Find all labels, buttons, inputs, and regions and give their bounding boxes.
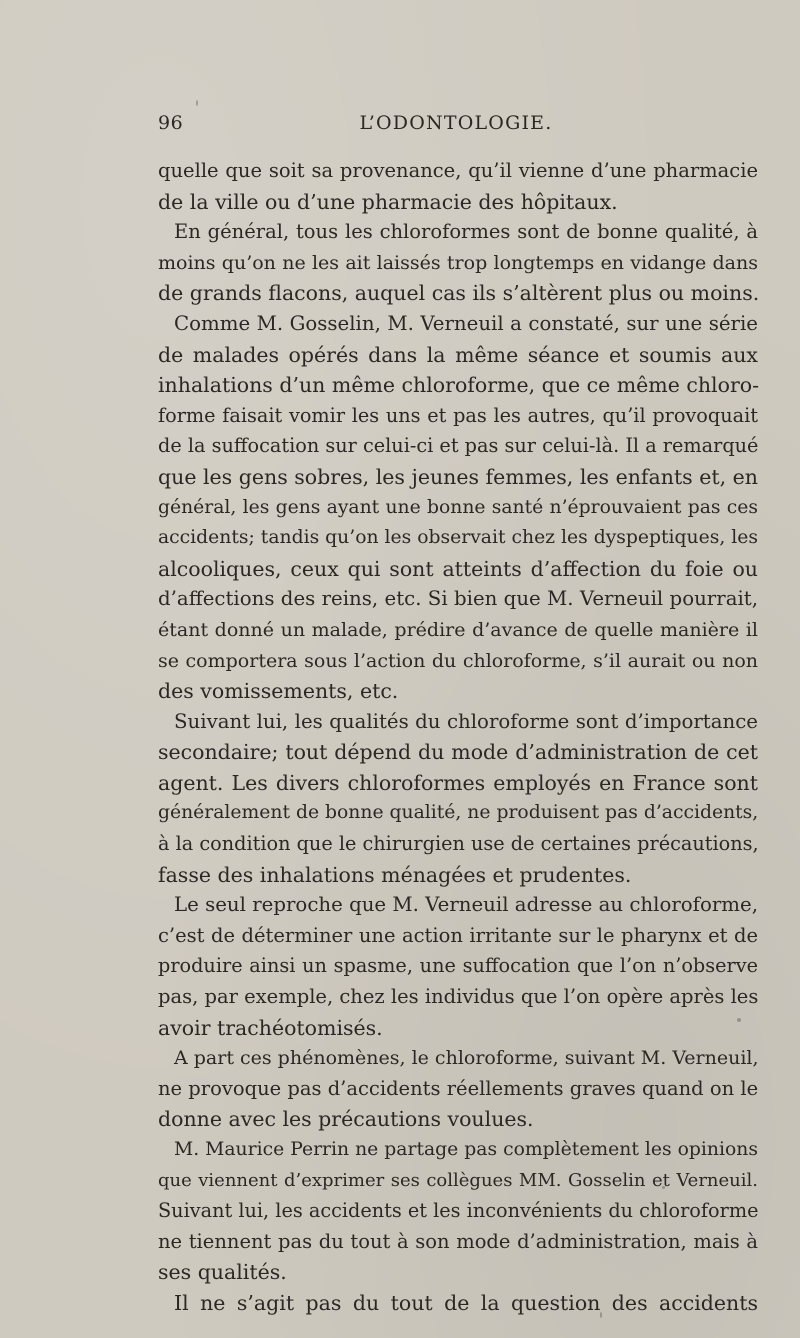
text-line: A part ces phénomènes, le chloroforme, suivant M. Verneuil, [174,1047,759,1070]
text-line: de la ville ou d’une pharmacie des hôpitaux. [158,189,618,214]
text-line: Il ne s’agit pas du tout de la question des accidents [174,1290,758,1315]
text-line: forme faisait vomir les uns et pas les autres, qu’il provoquait [158,403,758,427]
text-line: M. Maurice Perrin ne partage pas complètement les opinions [174,1139,758,1160]
text-line: inhalations d’un même chloroforme, que ce même chloro- [158,373,760,398]
text-line: d’affections des reins, etc. Si bien que M. Verneuil pourrait, [158,587,758,611]
text-line: pas, par exemple, chez les individus que l’on opère après les [158,985,759,1009]
text-line: secondaire; tout dépend du mode d’administration de cet [158,740,758,765]
text-line: accidents; tandis qu’on les observait chez les dyspeptiques, les [158,527,758,549]
text-line: de la suffocation sur celui-ci et pas sur celui-là. Il a remarqué [158,434,759,458]
text-line: En général, tous les chloroformes sont de bonne qualité, à [174,220,758,244]
text-line: c’est de déterminer une action irritante sur le pharynx et de [158,923,758,947]
text-line: que les gens sobres, les jeunes femmes, les enfants et, en [158,464,758,489]
text-line: de malades opérés dans la même séance et soumis aux [158,342,758,367]
text-line: de grands flacons, auquel cas ils s’altèrent plus ou moins. [158,281,760,306]
text-line: Suivant lui, les accidents et les inconvénients du chloroforme [158,1199,759,1223]
paper-speck [662,1186,665,1189]
paper-speck [600,1312,602,1318]
page-number: 96 [158,112,184,134]
running-head [158,112,754,140]
paper-speck [196,100,198,106]
text-line: Suivant lui, les qualités du chloroforme sont d’importance [174,709,758,733]
text-line: que viennent d’exprimer ses collègues MM. Gosselin et Verneuil. [158,1169,758,1191]
text-line: avoir trachéotomisés. [158,1015,383,1040]
text-line: se comportera sous l’action du chloroforme, s’il aurait ou non [158,649,758,672]
text-line: ne provoque pas d’accidents réellements graves quand on le [158,1076,759,1100]
text-line: ne tiennent pas du tout à son mode d’administration, mais à [158,1229,758,1253]
paper-speck [737,1018,741,1022]
text-line: quelle que soit sa provenance, qu’il vienne d’une pharmacie [158,159,758,182]
text-line: général, les gens ayant une bonne santé n’éprouvaient pas ces [158,496,758,518]
paper-speck [542,958,545,961]
text-line: agent. Les divers chloroformes employés en France sont [158,770,758,795]
text-line: moins qu’on ne les ait laissés trop longtemps en vidange dans [158,251,758,274]
text-line: à la condition que le chirurgien use de certaines précautions, [158,832,759,856]
text-line: des vomissements, etc. [158,679,399,704]
text-line: Le seul reproche que M. Verneuil adresse au chloroforme, [174,893,759,917]
text-line: donne avec les précautions voulues. [158,1107,534,1132]
text-line: produire ainsi un spasme, une suffocation que l’on n’observe [158,954,758,978]
text-line: alcooliques, ceux qui sont atteints d’affection du foie ou [158,556,758,581]
text-line: Comme M. Gosselin, M. Verneuil a constaté, sur une série [174,311,758,335]
body-text [158,156,758,1319]
journal-title: L’ODONTOLOGIE. [359,112,553,134]
text-line: généralement de bonne qualité, ne produisent pas d’accidents, [158,802,759,824]
text-line: ses qualités. [158,1260,287,1285]
text-line: étant donné un malade, prédire d’avance de quelle manière il [158,618,758,641]
text-line: fasse des inhalations ménagées et prudentes. [158,862,632,887]
